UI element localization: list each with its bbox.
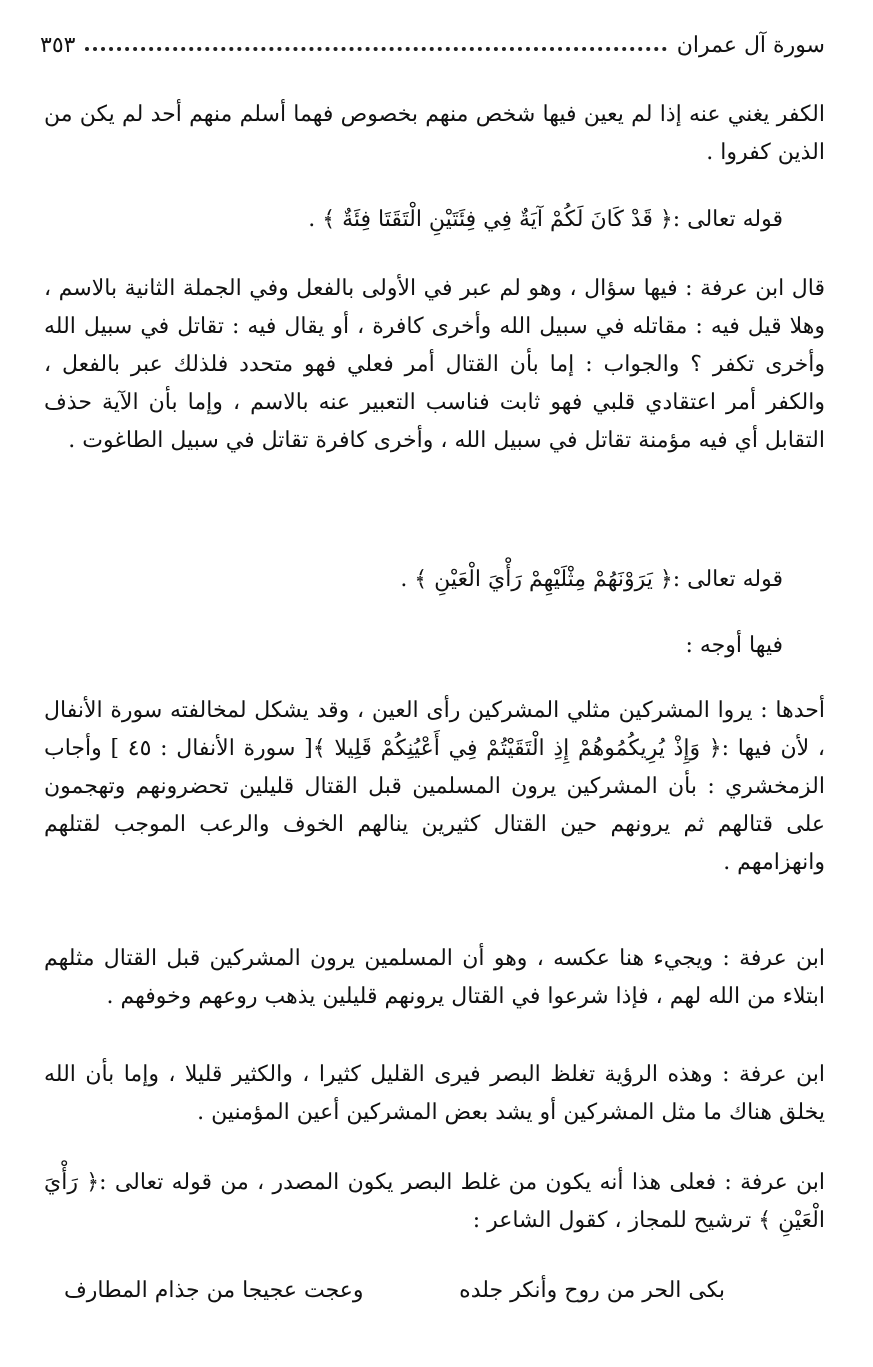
paragraph-ibn-arafa-reverse: ابن عرفة : ويجيء هنا عكسه ، وهو أن المسلمين يرون المشركين قبل القتال مثلهم ابتلاء من الله لهم ، فإذا شرعوا في القتال يرونهم قليلين يذهب روعهم وخوفهم . [44, 946, 825, 1009]
poem-first-hemistich: بكى الحر من روح وأنكر جلده [459, 1278, 725, 1303]
paragraph-aspects: فيها أوجه : [685, 633, 783, 658]
running-header [40, 28, 825, 62]
verse-heading-2: قوله تعالى :﴿ يَرَوْنَهُمْ مِثْلَيْهِمْ رَأْيَ الْعَيْنِ ﴾ . [400, 567, 783, 592]
surah-title: سورة آل عمران [676, 32, 825, 58]
paragraph-continuation: الكفر يغني عنه إذا لم يعين فيها شخص منهم بخصوص فهما أسلم منهم أحد لم يكن من الذين كفروا . [44, 102, 825, 165]
verse-heading-1: قوله تعالى :﴿ قَدْ كَانَ لَكُمْ آيَةٌ فِي فِئَتَيْنِ الْتَقَتَا فِئَةٌ ﴾ . [308, 207, 783, 232]
paragraph-ibn-arafa-question: قال ابن عرفة : فيها سؤال ، وهو لم عبر في الأولى بالفعل وفي الجملة الثانية بالاسم ، وهلا قيل فيه : مقاتله في سبيل الله وأخرى كافرة ، أو يقال فيه : تقاتل في سبيل الله وأخرى تكفر ؟ والجواب : إما بأن القتال أمر فعلي فهو متحدد فلذلك عبر بالفعل ، والكفر أمر اعتقادي قلبي فهو ثابت فناسب التعبير عنه بالاسم ، وإما بأن الآية حذف التقابل أي فيه مؤمنة تقاتل في سبيل الله ، وأخرى كافرة تقاتل في سبيل الطاغوت . [44, 276, 825, 453]
paragraph-ibn-arafa-vision: ابن عرفة : وهذه الرؤية تغلظ البصر فيرى القليل كثيرا ، والكثير قليلا ، وإما بأن الله يخلق هناك ما مثل المشركين أو يشد بعض المشركين أعين المؤمنين . [44, 1062, 825, 1125]
poem-verse [44, 1278, 825, 1318]
header-leader-dots [85, 47, 666, 51]
page-number: ٣٥٣ [40, 32, 76, 58]
paragraph-first-aspect: أحدها : يروا المشركين مثلي المشركين رأى العين ، وقد يشكل لمخالفته سورة الأنفال ، لأن فيها :﴿ وَإِذْ يُرِيكُمُوهُمْ إِذِ الْتَقَيْتُمْ فِي أَعْيُنِكُمْ قَلِيلا ﴾[ سورة الأنفال : ٤٥ ] وأجاب الزمخشري : بأن المشركين يرون المسلمين قبل القتال قليلين تحضرونهم وتهجمون على قتالهم ثم يرونهم حين القتال كثيرين ينالهم الخوف والرعب الموجب لقتلهم وانهزامهم . [44, 698, 826, 875]
poem-second-hemistich: وعجت عجيجا من جذام المطارف [64, 1278, 364, 1303]
paragraph-ibn-arafa-metaphor: ابن عرفة : فعلى هذا أنه يكون من غلط البصر يكون المصدر ، من قوله تعالى :﴿ رَأْيَ الْعَيْنِ ﴾ ترشيح للمجاز ، كقول الشاعر : [44, 1170, 825, 1233]
